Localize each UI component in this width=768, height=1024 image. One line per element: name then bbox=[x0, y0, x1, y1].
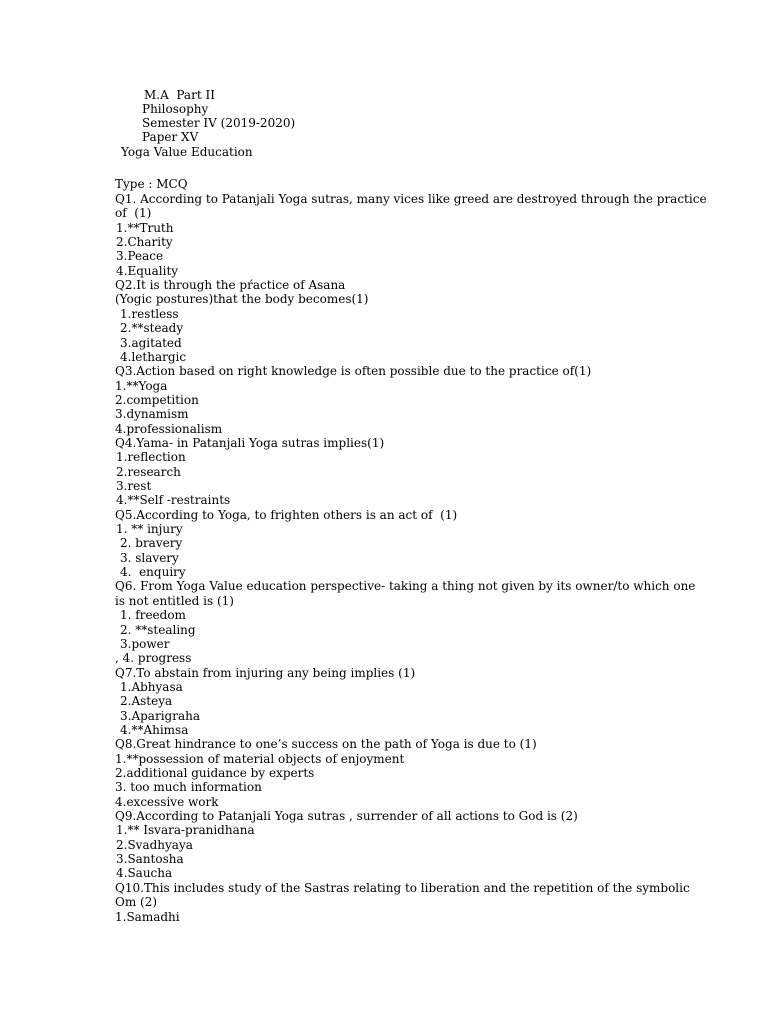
question-text: Q6. From Yoga Value education perspective- taking a thing not given by its owner/to which one bbox=[115, 579, 696, 594]
answer-option: 4.professionalism bbox=[115, 421, 223, 436]
answer-option: 4.excessive work bbox=[115, 794, 219, 809]
answer-option: 4.Saucha bbox=[116, 866, 173, 881]
header-line-subject: Philosophy bbox=[142, 102, 209, 116]
answer-option: 1.reflection bbox=[116, 450, 186, 465]
answer-option: 3.Santosha bbox=[116, 852, 184, 867]
question-text: Q8.Great hindrance to one’s success on the path of Yoga is due to (1) bbox=[115, 737, 537, 752]
answer-option: 1.**Yoga bbox=[115, 378, 168, 393]
question-text-continued: of (1) bbox=[115, 206, 152, 221]
answer-option: 2.Charity bbox=[116, 235, 173, 250]
answer-option: 1.**Truth bbox=[116, 220, 174, 235]
header-line-program: M.A Part II bbox=[144, 88, 215, 102]
question-text-continued: (Yogic postures)that the body becomes(1) bbox=[115, 292, 369, 307]
answer-option: 2.Svadhyaya bbox=[116, 837, 193, 852]
answer-option: 4.Equality bbox=[116, 263, 179, 278]
answer-option: 1.restless bbox=[120, 306, 179, 321]
answer-option: 2.**steady bbox=[120, 321, 184, 336]
question-text-continued: Om (2) bbox=[115, 895, 158, 910]
answer-option: 3. slavery bbox=[120, 550, 179, 565]
answer-option: 1.**possession of material objects of enjoyment bbox=[115, 751, 405, 766]
answer-option: 3. too much information bbox=[115, 780, 262, 795]
question-text: Q10.This includes study of the Sastras relating to liberation and the repetition of the symbolic bbox=[115, 880, 690, 895]
answer-option: 2.research bbox=[116, 464, 181, 479]
question-text: Q4.Yama- in Patanjali Yoga sutras implies(1) bbox=[115, 435, 385, 450]
header-line-title: Yoga Value Education bbox=[121, 145, 253, 159]
question-text: Q9.According to Patanjali Yoga sutras , surrender of all actions to God is (2) bbox=[115, 809, 578, 824]
header-line-paper: Paper XV bbox=[142, 130, 199, 144]
answer-option: 4.lethargic bbox=[120, 349, 187, 364]
question-text-continued: is not entitled is (1) bbox=[115, 593, 234, 608]
answer-option: 3.dynamism bbox=[115, 407, 189, 422]
answer-option: 3.rest bbox=[116, 479, 152, 493]
question-text: Q1. According to Patanjali Yoga sutras, many vices like greed are destroyed through the practice bbox=[115, 192, 707, 206]
question-text: Q2.It is through the pŕactice of Asana bbox=[115, 278, 346, 293]
answer-option: 3.Peace bbox=[116, 249, 164, 264]
header-line-semester: Semester IV (2019-2020) bbox=[142, 116, 296, 130]
answer-option: 4.**Self -restraints bbox=[116, 493, 231, 508]
answer-option: 2. bravery bbox=[120, 536, 183, 551]
answer-option: 2.additional guidance by experts bbox=[115, 766, 315, 780]
answer-option: 3.power bbox=[120, 636, 170, 651]
question-text: Q7.To abstain from injuring any being implies (1) bbox=[115, 665, 416, 680]
answer-option: 2. **stealing bbox=[120, 622, 196, 637]
answer-option: 1. freedom bbox=[120, 608, 186, 623]
answer-option: 1.Abhyasa bbox=[120, 679, 183, 694]
answer-option: 3.agitated bbox=[120, 335, 182, 350]
answer-option: 3.Aparigraha bbox=[120, 708, 200, 723]
answer-option: 1. ** injury bbox=[116, 522, 183, 537]
question-text: Q3.Action based on right knowledge is often possible due to the practice of(1) bbox=[115, 364, 592, 379]
answer-option: 1.** Isvara-pranidhana bbox=[116, 823, 255, 838]
answer-option: 4.**Ahimsa bbox=[120, 722, 189, 737]
type-line: Type : MCQ bbox=[115, 177, 188, 191]
answer-option: 2.competition bbox=[115, 392, 199, 407]
answer-option: , 4. progress bbox=[115, 651, 192, 666]
question-text: Q5.According to Yoga, to frighten others is an act of (1) bbox=[115, 507, 458, 522]
answer-option: 1.Samadhi bbox=[115, 909, 180, 924]
answer-option: 4. enquiry bbox=[120, 565, 186, 580]
answer-option: 2.Asteya bbox=[120, 694, 173, 709]
